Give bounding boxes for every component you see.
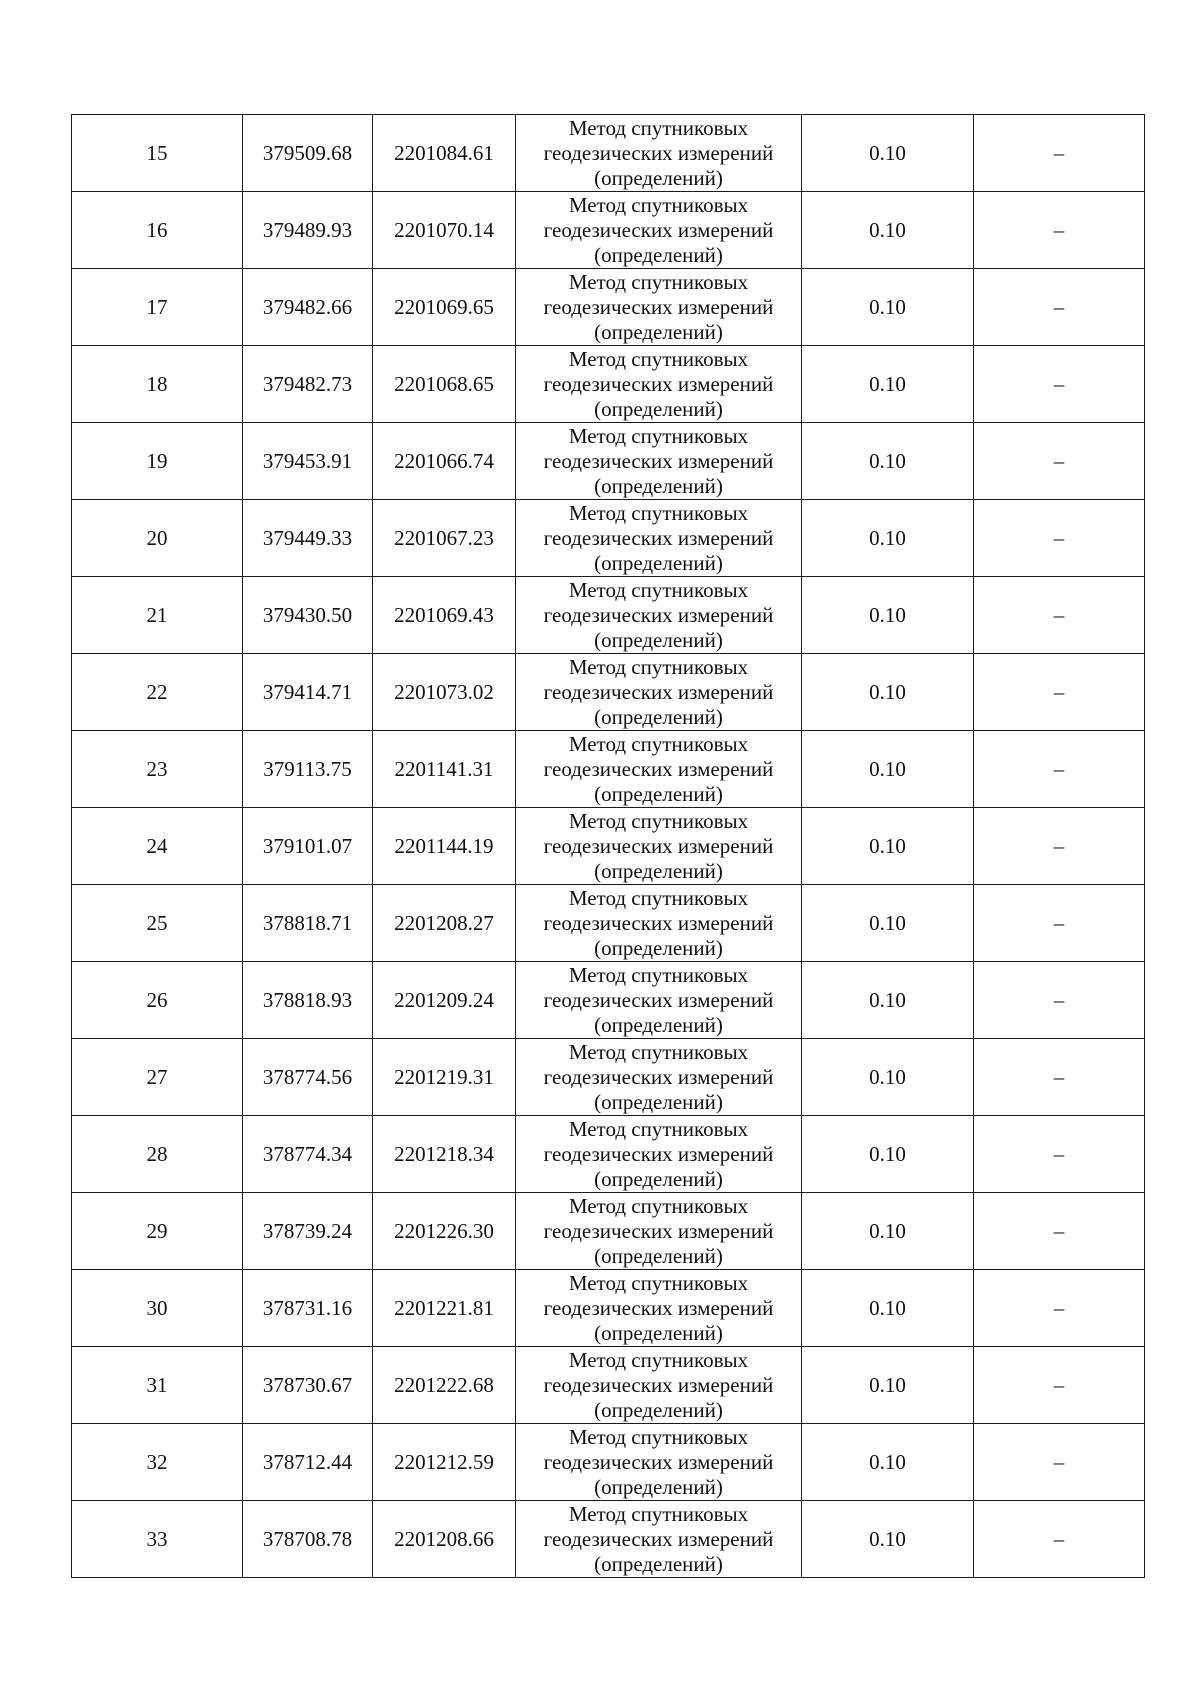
description-cell: – (974, 115, 1145, 192)
y-coordinate-cell: 2201226.30 (373, 1193, 516, 1270)
point-number-cell: 18 (72, 346, 243, 423)
point-number-cell: 22 (72, 654, 243, 731)
y-coordinate-cell: 2201208.27 (373, 885, 516, 962)
method-line: геодезических измерений (543, 1372, 774, 1397)
description-cell: – (974, 1039, 1145, 1116)
description-cell: – (974, 269, 1145, 346)
accuracy-cell: 0.10 (802, 192, 974, 269)
table-row (72, 577, 1145, 654)
point-number-cell: 17 (72, 269, 243, 346)
method-cell (516, 269, 802, 346)
description-cell: – (974, 1424, 1145, 1501)
method-line: геодезических измерений (543, 448, 774, 473)
method-line: геодезических измерений (543, 1064, 774, 1089)
method-cell (516, 577, 802, 654)
point-number-cell: 30 (72, 1270, 243, 1347)
point-number-cell: 31 (72, 1347, 243, 1424)
point-number-cell: 26 (72, 962, 243, 1039)
description-cell: – (974, 1193, 1145, 1270)
accuracy-cell: 0.10 (802, 423, 974, 500)
x-coordinate-cell: 378730.67 (243, 1347, 373, 1424)
accuracy-cell: 0.10 (802, 500, 974, 577)
method-cell (516, 962, 802, 1039)
method-cell (516, 1501, 802, 1578)
y-coordinate-cell: 2201221.81 (373, 1270, 516, 1347)
method-cell (516, 1270, 802, 1347)
point-number-cell: 19 (72, 423, 243, 500)
y-coordinate-cell: 2201066.74 (373, 423, 516, 500)
table-row (72, 500, 1145, 577)
accuracy-cell: 0.10 (802, 346, 974, 423)
x-coordinate-cell: 379101.07 (243, 808, 373, 885)
method-line: Метод спутниковых (568, 654, 749, 679)
accuracy-cell: 0.10 (802, 1347, 974, 1424)
method-line: (определений) (594, 781, 723, 806)
accuracy-cell: 0.10 (802, 1501, 974, 1578)
table-row (72, 1116, 1145, 1193)
table-row (72, 423, 1145, 500)
point-number-cell: 23 (72, 731, 243, 808)
accuracy-cell: 0.10 (802, 885, 974, 962)
method-line: (определений) (594, 1320, 723, 1345)
method-cell (516, 731, 802, 808)
x-coordinate-cell: 379113.75 (243, 731, 373, 808)
table-row (72, 731, 1145, 808)
accuracy-cell: 0.10 (802, 1039, 974, 1116)
accuracy-cell: 0.10 (802, 731, 974, 808)
x-coordinate-cell: 379453.91 (243, 423, 373, 500)
description-cell: – (974, 500, 1145, 577)
method-line: (определений) (594, 858, 723, 883)
y-coordinate-cell: 2201073.02 (373, 654, 516, 731)
method-cell (516, 1347, 802, 1424)
table-row (72, 1347, 1145, 1424)
method-line: Метод спутниковых (568, 885, 749, 910)
method-cell (516, 1039, 802, 1116)
table-row (72, 962, 1145, 1039)
method-line: Метод спутниковых (568, 1039, 749, 1064)
method-line: Метод спутниковых (568, 423, 749, 448)
method-line: геодезических измерений (543, 679, 774, 704)
accuracy-cell: 0.10 (802, 115, 974, 192)
accuracy-cell: 0.10 (802, 654, 974, 731)
description-cell: – (974, 1270, 1145, 1347)
method-line: (определений) (594, 1166, 723, 1191)
x-coordinate-cell: 379482.73 (243, 346, 373, 423)
description-cell: – (974, 731, 1145, 808)
method-cell (516, 654, 802, 731)
method-line: Метод спутниковых (568, 1501, 749, 1526)
method-cell (516, 423, 802, 500)
method-line: Метод спутниковых (568, 1347, 749, 1372)
accuracy-cell: 0.10 (802, 1270, 974, 1347)
method-line: геодезических измерений (543, 1141, 774, 1166)
coordinates-table (71, 114, 1145, 1578)
x-coordinate-cell: 379509.68 (243, 115, 373, 192)
method-line: (определений) (594, 473, 723, 498)
y-coordinate-cell: 2201209.24 (373, 962, 516, 1039)
method-line: геодезических измерений (543, 1295, 774, 1320)
x-coordinate-cell: 379430.50 (243, 577, 373, 654)
description-cell: – (974, 192, 1145, 269)
method-line: геодезических измерений (543, 140, 774, 165)
description-cell: – (974, 962, 1145, 1039)
method-cell (516, 500, 802, 577)
description-cell: – (974, 654, 1145, 731)
method-line: (определений) (594, 1397, 723, 1422)
method-line: геодезических измерений (543, 371, 774, 396)
y-coordinate-cell: 2201208.66 (373, 1501, 516, 1578)
x-coordinate-cell: 378731.16 (243, 1270, 373, 1347)
y-coordinate-cell: 2201222.68 (373, 1347, 516, 1424)
point-number-cell: 27 (72, 1039, 243, 1116)
method-cell (516, 346, 802, 423)
x-coordinate-cell: 378708.78 (243, 1501, 373, 1578)
y-coordinate-cell: 2201218.34 (373, 1116, 516, 1193)
method-cell (516, 1193, 802, 1270)
point-number-cell: 15 (72, 115, 243, 192)
method-line: Метод спутниковых (568, 500, 749, 525)
method-line: Метод спутниковых (568, 731, 749, 756)
accuracy-cell: 0.10 (802, 962, 974, 1039)
y-coordinate-cell: 2201084.61 (373, 115, 516, 192)
method-line: геодезических измерений (543, 987, 774, 1012)
point-number-cell: 20 (72, 500, 243, 577)
table-row (72, 654, 1145, 731)
description-cell: – (974, 1501, 1145, 1578)
method-cell (516, 1424, 802, 1501)
coordinates-table-body (72, 115, 1145, 1578)
y-coordinate-cell: 2201144.19 (373, 808, 516, 885)
x-coordinate-cell: 379449.33 (243, 500, 373, 577)
accuracy-cell: 0.10 (802, 808, 974, 885)
y-coordinate-cell: 2201212.59 (373, 1424, 516, 1501)
x-coordinate-cell: 378818.71 (243, 885, 373, 962)
method-line: Метод спутниковых (568, 962, 749, 987)
description-cell: – (974, 346, 1145, 423)
x-coordinate-cell: 378712.44 (243, 1424, 373, 1501)
method-line: геодезических измерений (543, 602, 774, 627)
method-line: Метод спутниковых (568, 1270, 749, 1295)
method-line: геодезических измерений (543, 1449, 774, 1474)
table-row (72, 1039, 1145, 1116)
method-line: (определений) (594, 396, 723, 421)
method-line: Метод спутниковых (568, 115, 749, 140)
method-cell (516, 885, 802, 962)
x-coordinate-cell: 378774.34 (243, 1116, 373, 1193)
y-coordinate-cell: 2201069.43 (373, 577, 516, 654)
x-coordinate-cell: 378818.93 (243, 962, 373, 1039)
point-number-cell: 16 (72, 192, 243, 269)
method-line: геодезических измерений (543, 1526, 774, 1551)
table-row (72, 346, 1145, 423)
method-line: Метод спутниковых (568, 192, 749, 217)
accuracy-cell: 0.10 (802, 577, 974, 654)
description-cell: – (974, 885, 1145, 962)
method-cell (516, 115, 802, 192)
x-coordinate-cell: 379482.66 (243, 269, 373, 346)
y-coordinate-cell: 2201069.65 (373, 269, 516, 346)
description-cell: – (974, 808, 1145, 885)
method-cell (516, 808, 802, 885)
point-number-cell: 25 (72, 885, 243, 962)
table-row (72, 1501, 1145, 1578)
method-line: Метод спутниковых (568, 1116, 749, 1141)
description-cell: – (974, 1116, 1145, 1193)
method-line: Метод спутниковых (568, 1193, 749, 1218)
point-number-cell: 24 (72, 808, 243, 885)
table-row (72, 808, 1145, 885)
method-line: (определений) (594, 1243, 723, 1268)
point-number-cell: 29 (72, 1193, 243, 1270)
y-coordinate-cell: 2201219.31 (373, 1039, 516, 1116)
y-coordinate-cell: 2201068.65 (373, 346, 516, 423)
accuracy-cell: 0.10 (802, 1116, 974, 1193)
point-number-cell: 28 (72, 1116, 243, 1193)
x-coordinate-cell: 379414.71 (243, 654, 373, 731)
method-line: (определений) (594, 1012, 723, 1037)
table-row (72, 192, 1145, 269)
point-number-cell: 21 (72, 577, 243, 654)
accuracy-cell: 0.10 (802, 1193, 974, 1270)
accuracy-cell: 0.10 (802, 1424, 974, 1501)
x-coordinate-cell: 379489.93 (243, 192, 373, 269)
method-line: (определений) (594, 550, 723, 575)
method-line: (определений) (594, 319, 723, 344)
method-line: (определений) (594, 242, 723, 267)
method-line: (определений) (594, 1089, 723, 1114)
method-cell (516, 1116, 802, 1193)
y-coordinate-cell: 2201067.23 (373, 500, 516, 577)
table-row (72, 885, 1145, 962)
method-line: геодезических измерений (543, 756, 774, 781)
method-line: (определений) (594, 1551, 723, 1576)
method-line: геодезических измерений (543, 833, 774, 858)
x-coordinate-cell: 378739.24 (243, 1193, 373, 1270)
method-line: (определений) (594, 704, 723, 729)
method-line: геодезических измерений (543, 217, 774, 242)
method-line: геодезических измерений (543, 294, 774, 319)
method-line: геодезических измерений (543, 1218, 774, 1243)
y-coordinate-cell: 2201141.31 (373, 731, 516, 808)
description-cell: – (974, 577, 1145, 654)
method-line: геодезических измерений (543, 525, 774, 550)
x-coordinate-cell: 378774.56 (243, 1039, 373, 1116)
accuracy-cell: 0.10 (802, 269, 974, 346)
method-line: (определений) (594, 165, 723, 190)
point-number-cell: 32 (72, 1424, 243, 1501)
method-cell (516, 192, 802, 269)
method-line: Метод спутниковых (568, 346, 749, 371)
description-cell: – (974, 1347, 1145, 1424)
method-line: Метод спутниковых (568, 808, 749, 833)
y-coordinate-cell: 2201070.14 (373, 192, 516, 269)
table-row (72, 1270, 1145, 1347)
table-row (72, 1193, 1145, 1270)
method-line: (определений) (594, 627, 723, 652)
method-line: Метод спутниковых (568, 269, 749, 294)
method-line: Метод спутниковых (568, 1424, 749, 1449)
table-row (72, 269, 1145, 346)
method-line: (определений) (594, 935, 723, 960)
description-cell: – (974, 423, 1145, 500)
method-line: (определений) (594, 1474, 723, 1499)
method-line: геодезических измерений (543, 910, 774, 935)
table-row (72, 115, 1145, 192)
point-number-cell: 33 (72, 1501, 243, 1578)
table-row (72, 1424, 1145, 1501)
method-line: Метод спутниковых (568, 577, 749, 602)
